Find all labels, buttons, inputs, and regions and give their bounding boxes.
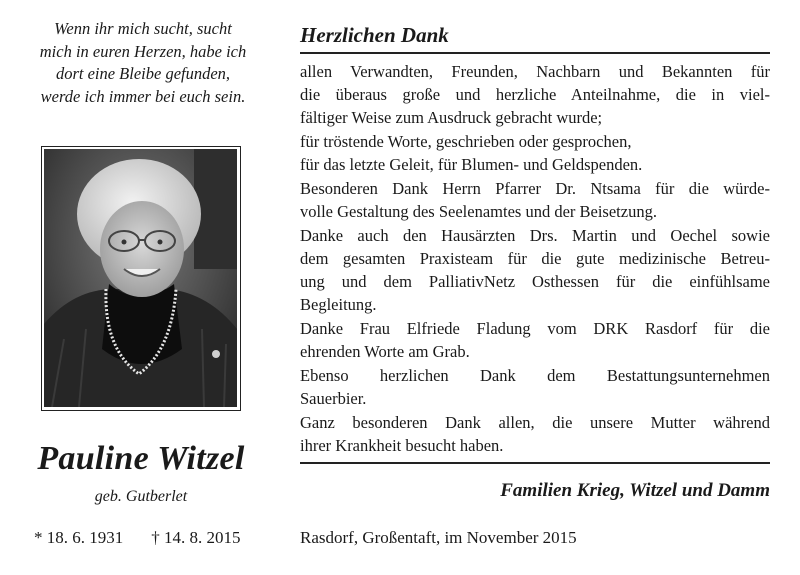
text-line: Danke auch den Hausärzten Drs. Martin und Oechel sowie xyxy=(300,226,770,245)
divider-line xyxy=(300,52,770,54)
portrait-photo xyxy=(41,146,241,411)
text-line: für tröstende Worte, geschrieben oder gesprochen, xyxy=(300,132,632,151)
text-line: Danke Frau Elfriede Fladung vom DRK Rasdorf für die xyxy=(300,319,770,338)
memorial-poem xyxy=(18,18,268,108)
place-and-date: Rasdorf, Großentaft, im November 2015 xyxy=(300,528,577,547)
deceased-name: Pauline Witzel xyxy=(37,440,245,477)
poem-line: mich in euren Herzen, habe ich xyxy=(39,41,247,61)
life-dates xyxy=(34,528,254,548)
text-line: Sauerbier. xyxy=(300,389,367,408)
thanks-paragraph xyxy=(300,177,770,223)
poem-line: Wenn ihr mich sucht, sucht xyxy=(54,19,232,38)
portrait-image xyxy=(44,149,237,407)
text-line: die überaus große und herzliche Anteilnahme, die in viel- xyxy=(300,85,770,104)
thanks-paragraph xyxy=(300,364,770,410)
text-line: volle Gestaltung des Seelenamtes und der Beisetzung. xyxy=(300,202,657,221)
text-line: fältiger Weise zum Ausdruck gebracht wurde; xyxy=(300,108,603,127)
text-line: für das letzte Geleit, für Blumen- und Geldspenden. xyxy=(300,155,643,174)
text-line: Begleitung. xyxy=(300,295,377,314)
text-line: ihrer Krankheit besucht haben. xyxy=(300,436,504,455)
thanks-heading: Herzlichen Dank xyxy=(300,23,449,47)
text-line: Ebenso herzlichen Dank dem Bestattungsunternehmen xyxy=(300,366,770,385)
poem-line: werde ich immer bei euch sein. xyxy=(40,86,246,106)
text-line: allen Verwandten, Freunden, Nachbarn und Bekannten für xyxy=(300,62,770,81)
birth-name: geb. Gutberlet xyxy=(94,488,188,505)
text-line: dem gesamten Praxisteam für die gute medizinische Betreu- xyxy=(300,249,770,268)
thanks-paragraph xyxy=(300,224,770,316)
text-line: Ganz besonderen Dank allen, die unsere Mutter während xyxy=(300,413,770,432)
thanks-paragraph xyxy=(300,60,770,129)
birth-date: * 18. 6. 1931 xyxy=(34,528,124,547)
poem-line: dort eine Bleibe gefunden, xyxy=(55,64,231,83)
family-signature: Familien Krieg, Witzel und Damm xyxy=(500,480,770,501)
text-line: ung und dem PalliativNetz Osthessen für die einfühlsame xyxy=(300,272,770,291)
thanks-text xyxy=(300,60,770,457)
divider-line xyxy=(300,462,770,464)
text-line: Besonderen Dank Herrn Pfarrer Dr. Ntsama für die würde- xyxy=(300,179,770,198)
thanks-paragraph xyxy=(300,411,770,457)
thanks-paragraph xyxy=(300,317,770,363)
text-line: ehrenden Worte am Grab. xyxy=(300,342,470,361)
death-date: † 14. 8. 2015 xyxy=(151,528,241,547)
thanks-paragraph xyxy=(300,130,770,176)
